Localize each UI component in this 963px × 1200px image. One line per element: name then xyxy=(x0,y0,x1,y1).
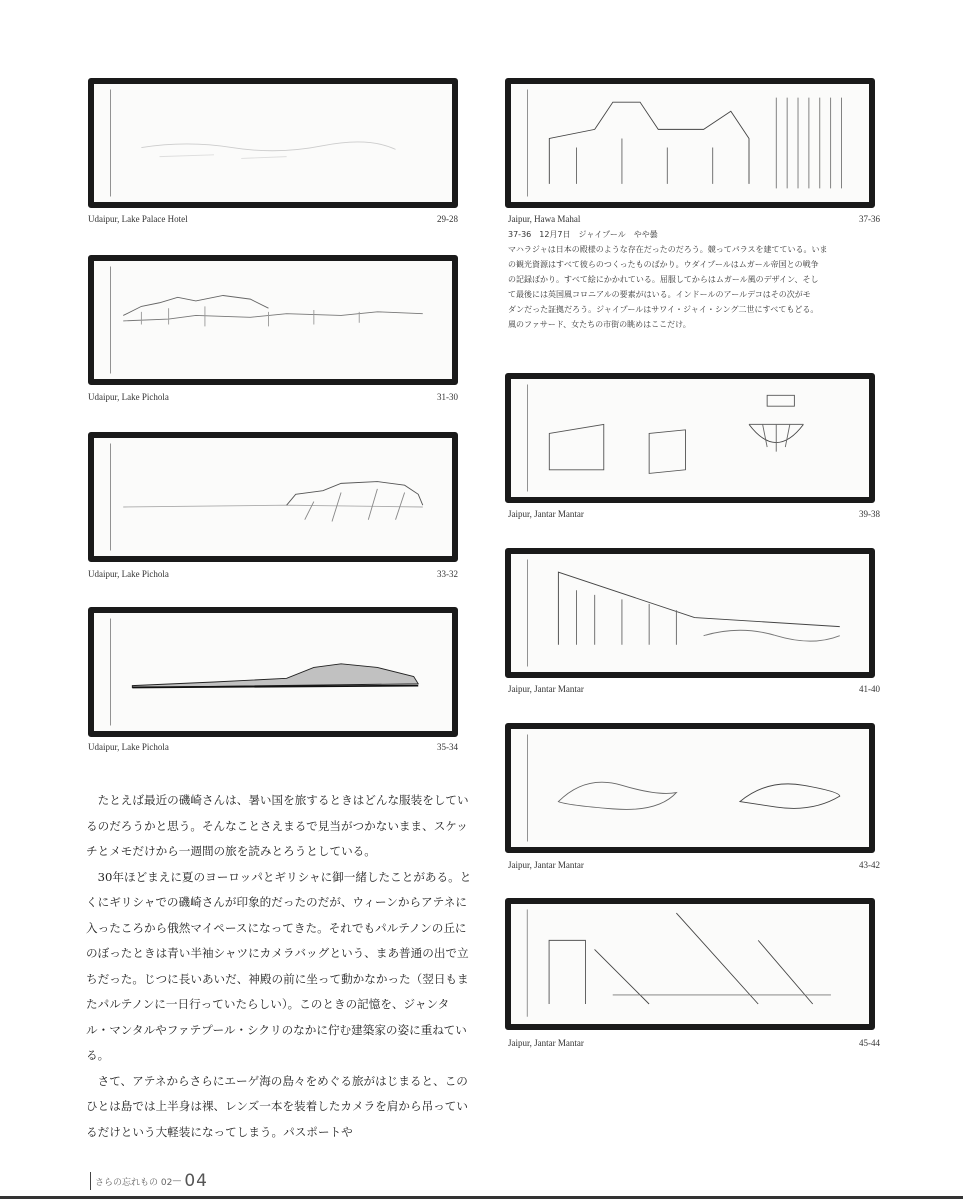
sketch-note xyxy=(508,227,880,332)
caption-pages: 35-34 xyxy=(437,742,458,752)
series-title: さらの忘れもの 02 xyxy=(95,1177,173,1188)
note-line: マハラジャは日本の殿様のような存在だったのだろう。競ってパラスを建てている。いま xyxy=(508,245,828,254)
sketch-drawing xyxy=(94,438,452,556)
caption-place: Jaipur, Jantar Mantar xyxy=(508,509,584,519)
caption-pages: 41-40 xyxy=(859,684,880,694)
paragraph: たとえば最近の磯崎さんは、暑い国を旅するときはどんな服装をしているのだろうかと思う。そんなことさえまるで見当がつかないまま、スケッチとメモだけから一週間の旅を読みとろうとしている。 xyxy=(86,793,469,858)
note-line: の記録ばかり。すべて絵にかかれている。屈服してからはムガール風のデザイン、そし xyxy=(508,275,819,284)
caption xyxy=(88,742,458,752)
caption xyxy=(88,569,458,579)
sketch-lake-pichola-3 xyxy=(88,607,458,737)
caption xyxy=(508,509,880,519)
sketch-lake-pichola-2 xyxy=(88,432,458,562)
sketch-jantar-mantar-2 xyxy=(505,548,875,678)
sketch-drawing xyxy=(94,84,452,202)
sketch-lake-palace-hotel xyxy=(88,78,458,208)
sketch-jantar-mantar-1 xyxy=(505,373,875,503)
caption xyxy=(508,214,880,224)
bottom-rule xyxy=(0,1196,963,1199)
caption xyxy=(88,392,458,402)
essay-text xyxy=(86,788,472,1145)
caption-place: Jaipur, Jantar Mantar xyxy=(508,684,584,694)
page-footer xyxy=(90,1172,208,1190)
caption-place: Jaipur, Jantar Mantar xyxy=(508,1038,584,1048)
sketch-jantar-mantar-3 xyxy=(505,723,875,853)
caption xyxy=(88,214,458,224)
sketch-hawa-mahal xyxy=(505,78,875,208)
caption-place: Udaipur, Lake Pichola xyxy=(88,742,169,752)
sketch-drawing xyxy=(511,379,869,497)
caption-place: Udaipur, Lake Palace Hotel xyxy=(88,214,188,224)
note-line: ダンだった証拠だろう。ジャイプールはサワイ・ジャイ・シング二世にすべてもどる。 xyxy=(508,305,819,314)
sketch-drawing xyxy=(511,729,869,847)
caption-pages: 45-44 xyxy=(859,1038,880,1048)
sketch-lake-pichola-1 xyxy=(88,255,458,385)
caption-place: Jaipur, Jantar Mantar xyxy=(508,860,584,870)
caption-pages: 43-42 xyxy=(859,860,880,870)
caption-place: Udaipur, Lake Pichola xyxy=(88,392,169,402)
sketch-jantar-mantar-4 xyxy=(505,898,875,1030)
caption-pages: 31-30 xyxy=(437,392,458,402)
caption-pages: 33-32 xyxy=(437,569,458,579)
caption xyxy=(508,860,880,870)
caption-place: Jaipur, Hawa Mahal xyxy=(508,214,581,224)
caption-pages: 39-38 xyxy=(859,509,880,519)
caption-pages: 37-36 xyxy=(859,214,880,224)
sketch-drawing xyxy=(511,554,869,672)
note-line: の観光資源はすべて彼らのつくったものばかり。ウダイプールはムガール帝国との戦争 xyxy=(508,260,819,269)
sketch-drawing xyxy=(511,84,869,202)
sketch-drawing xyxy=(511,904,869,1024)
footer-dash: — xyxy=(172,1176,182,1186)
paragraph: 30年ほどまえに夏のヨーロッパとギリシャに御一緒したことがある。とくにギリシャでの磯崎さんが印象的だったのだが、ウィーンからアテネに入ったころから俄然マイペースになってきた。それでもパルテノンの丘にのぼったときは青い半袖シャツにカメラバッグという、まあ普通の出で立ちだった。じつに長いあいだ、神殿の前に坐って動かなかった（翌日もまたパルテノンに一日行っていたらしい）。このときの記憶を、ジャンタル・マンタルやファテプール・シクリのなかに佇む建築家の姿に重ねている。 xyxy=(86,869,472,1062)
note-line: て最後には英国風コロニアルの要素がはいる。インドールのアールデコはその次がモ xyxy=(508,290,811,299)
caption xyxy=(508,684,880,694)
sketch-drawing xyxy=(94,261,452,379)
caption xyxy=(508,1038,880,1048)
caption-place: Udaipur, Lake Pichola xyxy=(88,569,169,579)
page-number: 04 xyxy=(184,1171,208,1191)
note-line: 風のファサード、女たちの市街の眺めはここだけ。 xyxy=(508,320,691,329)
note-heading: 37-36 12月7日 ジャイプール やや曇 xyxy=(508,230,658,239)
sketch-drawing xyxy=(94,613,452,731)
paragraph: さて、アテネからさらにエーゲ海の島々をめぐる旅がはじまると、このひとは島では上半身は裸、レンズ一本を装着したカメラを肩から吊っているだけという大軽装になってしまう。パスポートや xyxy=(86,1073,468,1139)
caption-pages: 29-28 xyxy=(437,214,458,224)
